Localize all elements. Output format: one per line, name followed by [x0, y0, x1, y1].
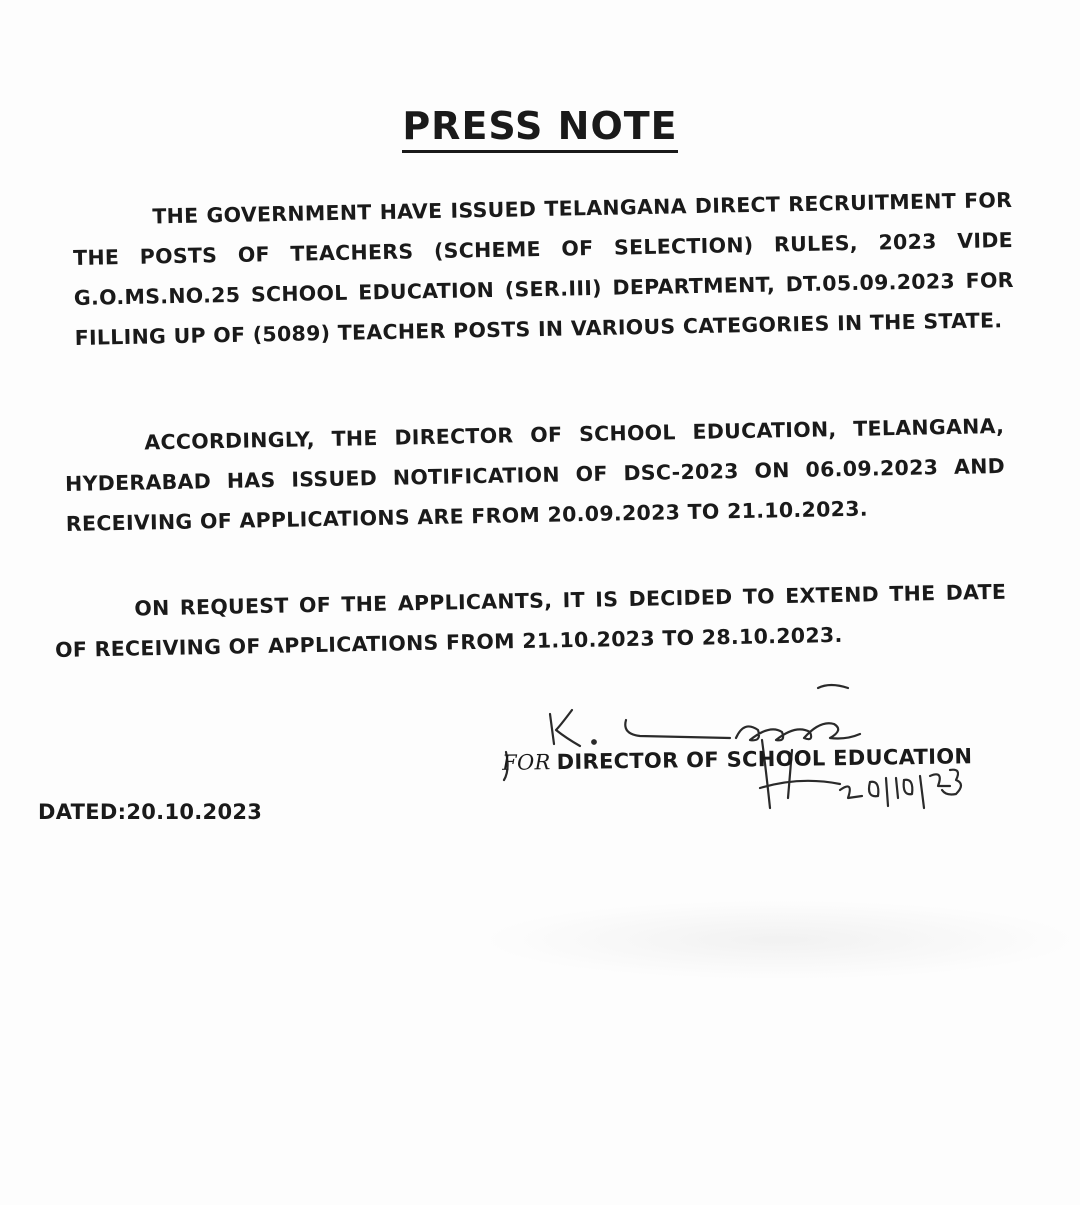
paragraph-notification — [64, 406, 1006, 544]
dated-line: DATED:20.10.2023 — [38, 800, 263, 824]
page-title — [0, 104, 1080, 153]
signature-title: DIRECTOR OF SCHOOL EDUCATION — [556, 744, 973, 775]
paragraph-indent — [55, 615, 135, 617]
signature-prefix: FOR — [502, 750, 551, 775]
paragraph-indent — [73, 223, 153, 225]
paper-smudge — [480, 900, 1080, 980]
signature-initial — [550, 704, 578, 734]
paragraph-text: ACCORDINGLY, THE DIRECTOR OF SCHOOL EDUCATION, TELANGANA, HYDERABAD HAS ISSUED NOTIFICATION OF DSC-2023 ON 06.09.2023 AND RECEIVING OF APPLICATIONS ARE FROM 20.09.2023 TO 21.10.2023. — [64, 413, 1006, 536]
paragraph-text: THE GOVERNMENT HAVE ISSUED TELANGANA DIRECT RECRUITMENT FOR THE POSTS OF TEACHERS (SCHEME OF SELECTION) RULES, 2023 VIDE G.O.MS.NO.25 SCHOOL EDUCATION (SER.III) DEPARTMENT, DT.05.09.2023 FOR FILLING UP OF (5089) TEACHER POSTS IN VARIOUS CATEGORIES IN THE STATE. — [72, 187, 1014, 350]
signature-block — [500, 680, 1040, 820]
paragraph-extension — [54, 572, 1007, 670]
page-title-text: PRESS NOTE — [402, 104, 677, 153]
paragraph-text: ON REQUEST OF THE APPLICANTS, IT IS DECIDED TO EXTEND THE DATE OF RECEIVING OF APPLICATIONS FROM 21.10.2023 TO 28.10.2023. — [54, 579, 1007, 662]
signature-date — [838, 776, 937, 801]
paragraph-recruitment-rules — [72, 180, 1015, 358]
paragraph-indent — [65, 449, 145, 451]
